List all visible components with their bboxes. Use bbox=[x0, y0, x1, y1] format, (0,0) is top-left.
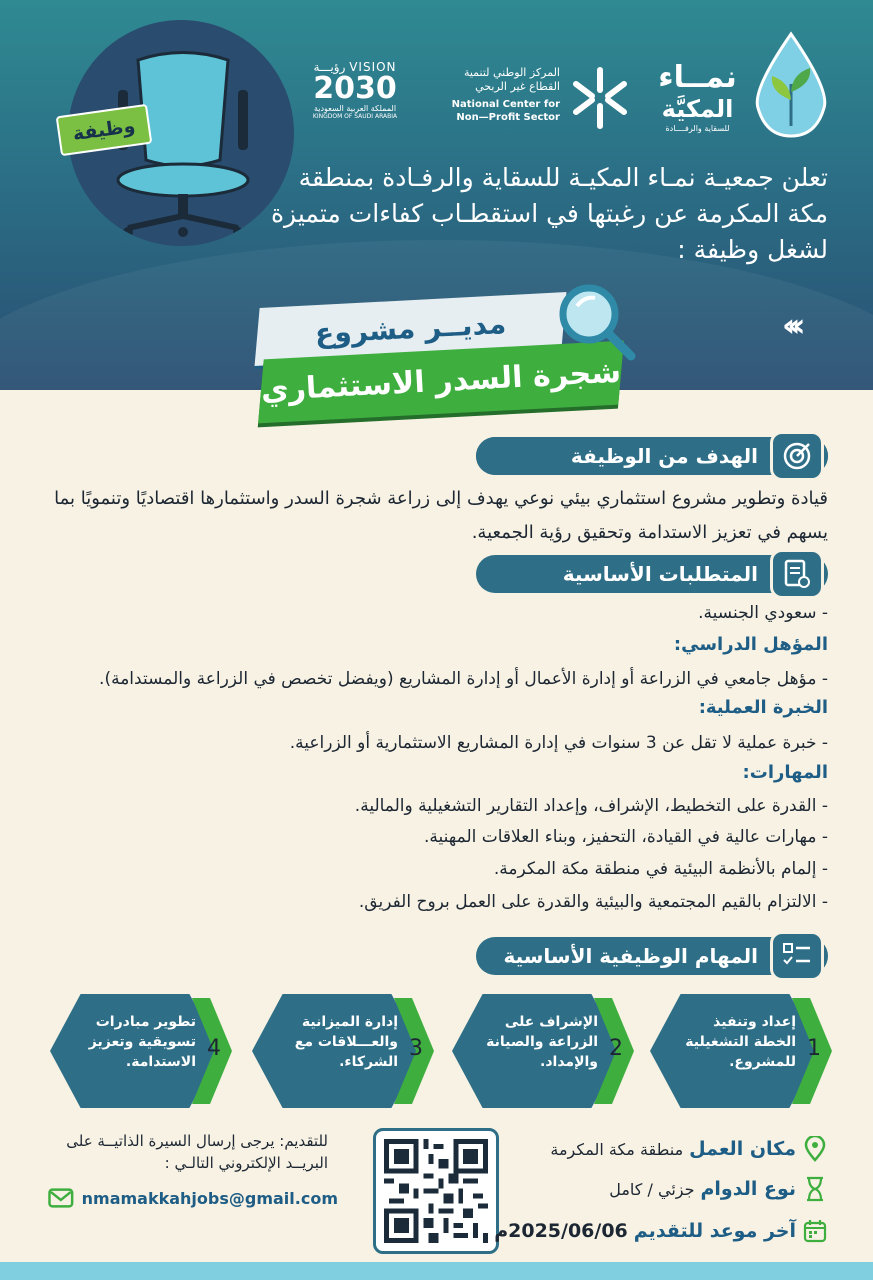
vision-2030-logo bbox=[300, 60, 410, 135]
ncnp-en-line1: National Center for bbox=[451, 99, 560, 110]
tasks-header bbox=[476, 937, 828, 975]
apply-instructions: للتقديم: يرجى إرسال السيرة الذاتيــة على البريــد الإلكتروني التالـي : bbox=[66, 1132, 328, 1172]
location-pin-icon bbox=[802, 1136, 828, 1162]
deadline-label: آخر موعد للتقديم bbox=[633, 1220, 796, 1242]
ncnp-logo bbox=[440, 66, 630, 136]
req-nationality: - سعودي الجنسية. bbox=[698, 603, 828, 623]
target-icon bbox=[770, 431, 824, 481]
task-number: 3 bbox=[409, 1036, 423, 1061]
req-experience-title: الخبرة العملية: bbox=[698, 697, 828, 718]
task-arrow-1 bbox=[792, 998, 832, 1104]
location-value: منطقة مكة المكرمة bbox=[550, 1139, 684, 1159]
req-skill-item: - الالتزام بالقيم المجتمعية والبيئية والقدرة على العمل بروح الفريق. bbox=[358, 892, 828, 912]
ncnp-ar-line1: المركز الوطني لتنمية bbox=[463, 66, 560, 79]
application-deadline bbox=[494, 1218, 828, 1244]
work-location bbox=[550, 1136, 828, 1162]
namaa-name-line2: المكيَّة bbox=[661, 95, 734, 123]
task-arrow-3 bbox=[394, 998, 434, 1104]
calendar-icon bbox=[802, 1218, 828, 1244]
task-number: 1 bbox=[807, 1036, 821, 1061]
task-arrow-4 bbox=[192, 998, 232, 1104]
vision-year: 2030 bbox=[313, 71, 397, 106]
req-education-title: المؤهل الدراسي: bbox=[673, 634, 828, 655]
objective-header bbox=[476, 437, 828, 475]
chevron-left-icon: ‹‹‹ bbox=[782, 306, 798, 344]
ncnp-ar-line2: القطاع غير الربحي bbox=[475, 80, 560, 93]
task-text: تطوير مبادرات تسويقية وتعزيز الاستدامة. bbox=[88, 1014, 196, 1070]
envelope-icon bbox=[48, 1188, 74, 1208]
task-text: إعداد وتنفيذ الخطة التشغيلية للمشروع. bbox=[685, 1014, 796, 1070]
requirements-heading: المتطلبات الأساسية bbox=[562, 562, 758, 586]
job-title: مديــر مشروع bbox=[313, 307, 507, 350]
req-experience: - خبرة عملية لا تقل عن 3 سنوات في إدارة المشاريع الاستثمارية أو الزراعية. bbox=[289, 733, 828, 753]
hourglass-icon bbox=[802, 1176, 828, 1202]
vision-title: رؤيـــة VISION bbox=[313, 60, 397, 74]
namaa-tagline: للسقاية والرفــــادة bbox=[665, 124, 730, 133]
task-number: 4 bbox=[207, 1036, 221, 1061]
task-arrow-2 bbox=[594, 998, 634, 1104]
task-list-icon bbox=[770, 931, 824, 981]
vision-kingdom-ar: المملكة العربية السعودية bbox=[313, 104, 397, 113]
req-education: - مؤهل جامعي في الزراعة أو إدارة الأعمال أو إدارة المشاريع (ويفضل تخصص في الزراعة والمستدامة). bbox=[99, 669, 828, 689]
type-value: جزئي / كامل bbox=[609, 1179, 695, 1199]
requirements-header bbox=[476, 555, 828, 593]
ncnp-english-name bbox=[410, 98, 560, 124]
req-skill-item: - القدرة على التخطيط، الإشراف، وإعداد التقارير التشغيلية والمالية. bbox=[354, 796, 828, 816]
qr-code-icon bbox=[384, 1139, 488, 1243]
job-tag-label: وظيفة bbox=[71, 114, 137, 146]
intro-text: تعلن جمعيـة نمـاء المكيـة للسقاية والرفـادة بمنطقة مكة المكرمة عن رغبتها في استقطـاب كفاءات متميزة لشغل وظيفة : bbox=[270, 163, 828, 264]
ncnp-en-line2: Non—Profit Sector bbox=[456, 112, 560, 123]
ncnp-emblem-icon bbox=[570, 66, 630, 130]
namaa-name-line1: نمــاء bbox=[658, 60, 737, 95]
water-drop-icon bbox=[750, 30, 832, 140]
magnifier-icon bbox=[555, 280, 639, 364]
tasks-heading: المهام الوظيفية الأساسية bbox=[503, 944, 758, 968]
location-label: مكان العمل bbox=[689, 1138, 796, 1160]
namaa-logo bbox=[650, 30, 840, 140]
task-number: 2 bbox=[609, 1036, 623, 1061]
ncnp-arabic-name bbox=[410, 66, 560, 94]
vision-kingdom-en: KINGDOM OF SAUDI ARABIA bbox=[312, 113, 398, 120]
req-skills-title: المهارات: bbox=[742, 762, 828, 783]
task-text: إدارة الميزانية والعـــلاقات مع الشركاء. bbox=[294, 1014, 398, 1070]
qr-code[interactable] bbox=[373, 1128, 499, 1254]
task-text: الإشراف على الزراعة والصيانة والإمداد. bbox=[486, 1014, 598, 1070]
checklist-document-icon bbox=[770, 549, 824, 599]
type-label: نوع الدوام bbox=[700, 1178, 796, 1200]
req-skill-item: - مهارات عالية في القيادة، التحفيز، وبناء العلاقات المهنية. bbox=[424, 827, 828, 847]
deadline-value: 2025/06/06م bbox=[494, 1220, 628, 1242]
objective-heading: الهدف من الوظيفة bbox=[570, 444, 758, 468]
bottom-accent-bar bbox=[0, 1262, 873, 1280]
work-type bbox=[609, 1176, 828, 1202]
email-address[interactable]: nmamakkahjobs@gmail.com bbox=[81, 1188, 338, 1208]
objective-text: قيادة وتطوير مشروع استثماري بيئي نوعي يهدف إلى زراعة شجرة السدر واستثمارها اقتصاديًا وتنمويًا بما يسهم في تعزيز الاستدامة وتحقيق رؤية الجمعية. bbox=[54, 488, 828, 543]
project-name: شجرة السدر الاستثماري bbox=[260, 354, 622, 409]
email-contact[interactable] bbox=[48, 1184, 338, 1212]
req-skill-item: - إلمام بالأنظمة البيئية في منطقة مكة المكرمة. bbox=[493, 859, 828, 879]
